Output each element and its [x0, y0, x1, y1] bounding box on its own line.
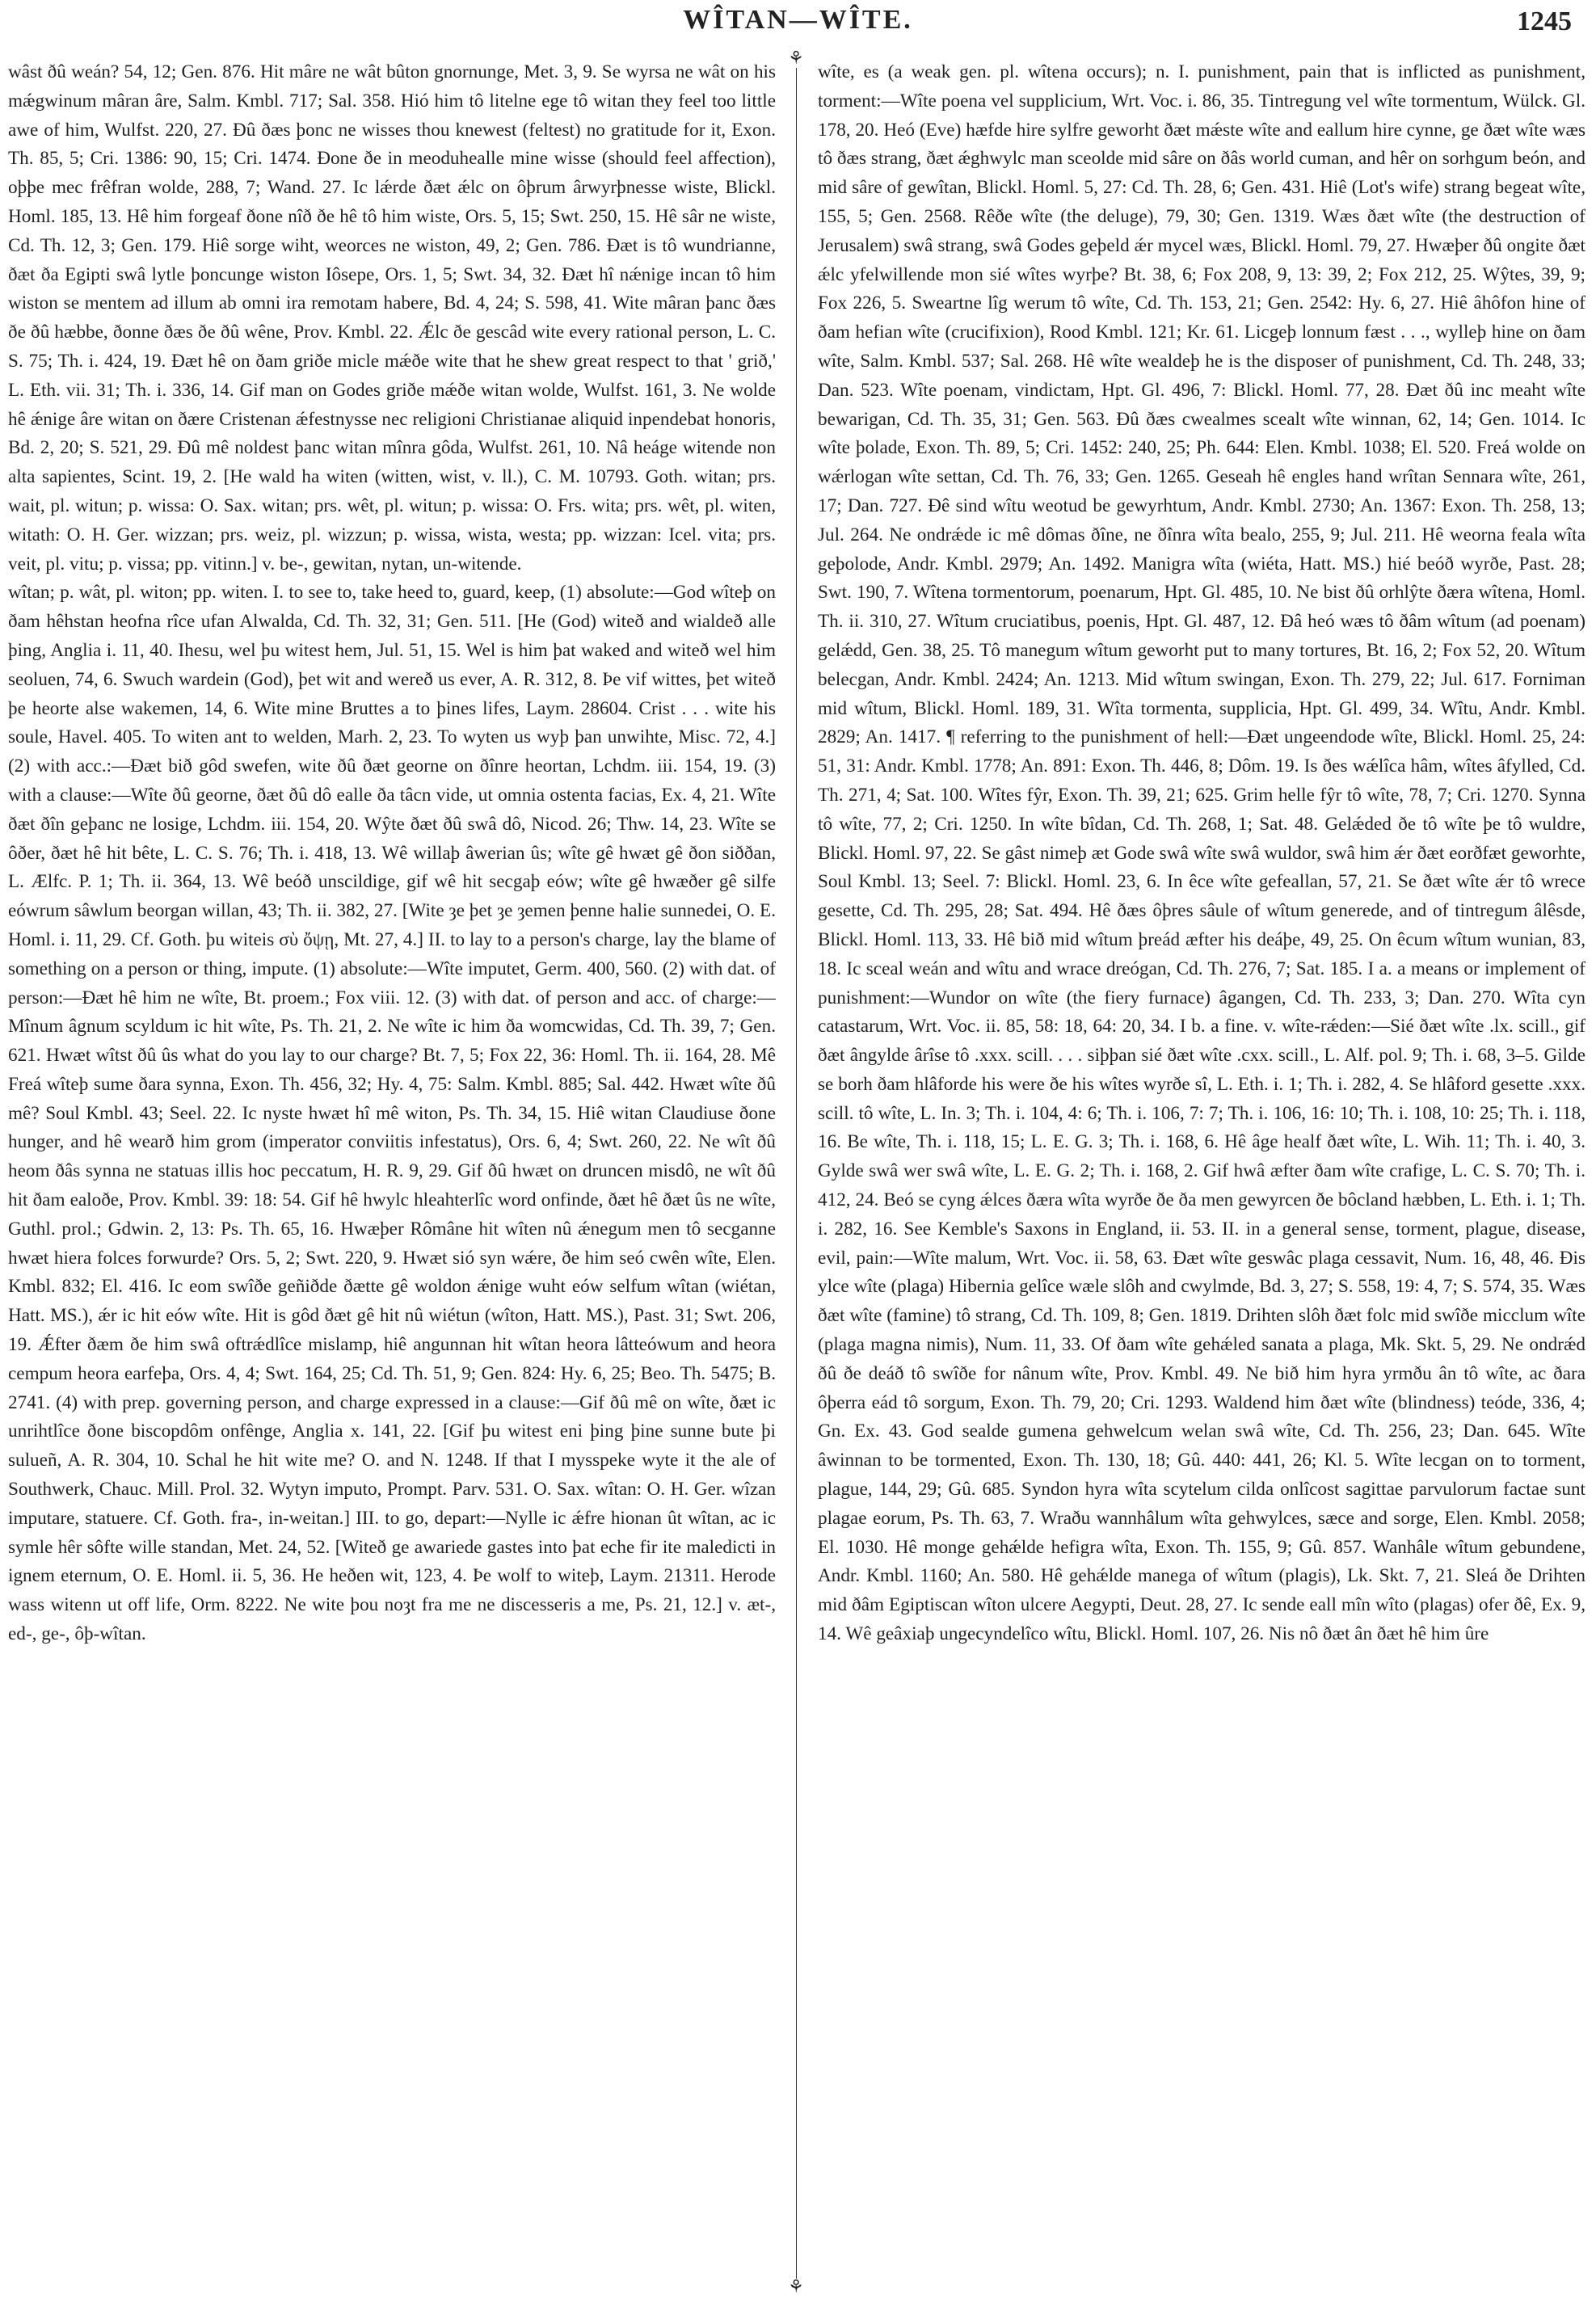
divider-ornament-top-icon: ⚘ — [786, 50, 806, 68]
page-header — [0, 0, 1596, 48]
entry-witan-to-see: wîtan; p. wât, pl. witon; pp. witen. I. to see to, take heed to, guard, keep, (1) absolute:—God wîteþ on ðam hêhstan heofna rîce ufan Alwalda, Cd. Th. 32, 31; Gen. 511. [He (God) witeð and wialdeð alle þing, Anglia i. 11, 40. Ihesu, wel þu witest hem, Jul. 51, 15. Wel is him þat waked and witeð wel him seoluen, 74, 6. Swuch wardein (God), þet wit and wereð us ever, A. R. 312, 8. Þe vif wittes, þet witeð þe heorte alse wakemen, 14, 6. Wite mine Bruttes a to þines lifes, Laym. 28604. Crist . . . wite his soule, Havel. 405. To witen ant to welden, Marh. 2, 23. To wyten us wyþ þan unwihte, Misc. 72, 4.] (2) with acc.:—Ðæt bið gôd swefen, wite ðû ðæt georne on ðînre heortan, Lchdm. iii. 154, 19. (3) with a clause:—Wîte ðû georne, ðæt ðû dô ealle ða tâcn vide, ut omnia ostenta facias, Ex. 4, 21. Wîte ðæt ðîn geþanc ne losige, Lchdm. iii. 154, 20. Wŷte ðæt ðû swâ dô, Nicod. 26; Thw. 14, 23. Wîte se ôðer, ðæt hê hit bête, L. C. S. 76; Th. i. 418, 13. Wê willaþ âwerian ûs; wîte gê hwæt gê ðon siððan, L. Ælfc. P. 1; Th. ii. 364, 13. Wê beóð unscildige, gif wê hit secgaþ eów; wîte gê hwæðer gê silfe eówrum sâwlum beorgan willan, 43; Th. ii. 382, 27. [Wite ȝe þet ȝe ȝemen þenne halie sunnedei, O. E. Homl. i. 11, 29. Cf. Goth. þu witeis σὺ ὄψῃ, Mt. 27, 4.] II. to lay to a person's charge, lay the blame of something on a person or thing, impute. (1) absolute:—Wîte imputet, Germ. 400, 560. (2) with dat. of person:—Ðæt hê him ne wîte, Bt. proem.; Fox viii. 12. (3) with dat. of person and acc. of charge:—Mînum âgnum scyldum ic hit wîte, Ps. Th. 21, 2. Ne wîte ic him ða womcwidas, Cd. Th. 39, 7; Gen. 621. Hwæt wîtst ðû ûs what do you lay to our charge? Bt. 7, 5; Fox 22, 36: Homl. Th. ii. 164, 28. Mê Freá wîteþ sume ðara synna, Exon. Th. 456, 32; Hy. 4, 75: Salm. Kmbl. 885; Sal. 442. Hwæt wîte ðû mê? Soul Kmbl. 43; Seel. 22. Ic nyste hwæt hî mê witon, Ps. Th. 34, 15. Hiê witan Claudiuse ðone hunger, and hê wearð him grom (imperator conviitis infestatus), Ors. 6, 4; Swt. 260, 22. Ne wît ðû heom ðâs synna ne statuas illis hoc peccatum, H. R. 9, 29. Gif ðû hwæt on druncen misdô, ne wît ðû hit ðam ealoðe, Prov. Kmbl. 39: 18: 54. Gif hê hwylc hleahterlîc word onfinde, ðæt hê ðæt ûs ne wîte, Guthl. prol.; Gdwin. 2, 13: Ps. Th. 65, 16. Hwæþer Rômâne hit wîten nû ǽnegum men tô secganne hwæt hiera folces forwurde? Ors. 5, 2; Swt. 220, 9. Hwæt sió syn wǽre, ðe him seó cwên wîte, Elen. Kmbl. 832; El. 416. Ic eom swîðe geñiðde ðætte gê woldon ǽnige wuht eów selfum wîtan (wiétan, Hatt. MS.), ǽr ic hit eów wîte. Hit is gôd ðæt gê hit nû wiétun (wîton, Hatt. MS.), Past. 31; Swt. 206, 19. Ǽfter ðæm ðe him swâ oftrǽdlîce mislamp, hiê angunnan hit wîtan heora lâtteówum and heora cempum heora earfeþa, Ors. 4, 4; Swt. 164, 25; Cd. Th. 51, 9; Gen. 824: Hy. 6, 25; Beo. Th. 5475; B. 2741. (4) with prep. governing person, and charge expressed in a clause:—Gif ðû mê on wîte, ðæt ic unrihtlîce ðone biscopdôm onfênge, Anglia x. 141, 22. [Gif þu witest eni þing þine sunne bute þi sulueñ, A. R. 304, 10. Schal he hit wite me? O. and N. 1248. If that I mysspeke wyte it the ale of Southwerk, Chauc. Mill. Prol. 32. Wytyn imputo, Prompt. Parv. 531. O. Sax. wîtan: O. H. Ger. wîzan imputare, statuere. Cf. Goth. fra-, in-weitan.] III. to go, depart:—Nylle ic ǽfre hionan ût wîtan, ac ic symle hêr sôfte wille standan, Met. 24, 52. [Witeð ge awariede gastes into þat eche fir ite maledicti in ignem eternum, O. E. Homl. ii. 5, 36. He heðen wit, 123, 4. Þe wolf to witeþ, Laym. 21311. Herode wass witenn ut off life, Orm. 8222. Ne wite þou noȝt fra me ne discesseris a me, Ps. 21, 12.] v. æt-, ed-, ge-, ôþ-wîtan. — [8, 582, 776, 1645]
entry-wite: wîte, es (a weak gen. pl. wîtena occurs); n. I. punishment, pain that is inflicted as punishment, torment:—Wîte poena vel supplicium, Wrt. Voc. i. 86, 35. Tintregung vel wîte tormentum, Wülck. Gl. 178, 20. Heó (Eve) hæfde hire sylfre geworht ðæt mǽste wîte and eallum hire cynne, ge ðæt wîte wæs tô ðæs strang, ðæt ǽghwylc man sceolde mid sâre on ðâs world cuman, and hêr on sorhgum beón, and mid sâre of gewîtan, Blickl. Homl. 5, 27: Cd. Th. 28, 6; Gen. 431. Hiê (Lot's wife) strang begeat wîte, 155, 5; Gen. 2568. Rêðe wîte (the deluge), 79, 30; Gen. 1319. Wæs ðæt wîte (the destruction of Jerusalem) swâ strang, swâ Godes geþeld ǽr mycel wæs, Blickl. Homl. 79, 27. Hwæþer ðû ongite ðæt ǽlc yfelwillende mon sié wîtes wyrþe? Bt. 38, 6; Fox 208, 9, 13: 39, 2; Fox 212, 25. Wŷtes, 39, 9; Fox 226, 5. Sweartne lîg werum tô wîte, Cd. Th. 153, 21; Gen. 2542: Hy. 6, 27. Hiê âhôfon hine of ðam hefian wîte (crucifixion), Rood Kmbl. 121; Kr. 61. Licgeþ lonnum fæst . . ., wylleþ hine on ðam wîte, Salm. Kmbl. 537; Sal. 268. Hê wîte wealdeþ he is the disposer of punishment, Cd. Th. 248, 33; Dan. 523. Wîte poenam, vindictam, Hpt. Gl. 496, 7: Blickl. Homl. 77, 28. Ðæt ðû inc meaht wîte bewarigan, Cd. Th. 35, 31; Gen. 563. Ðû ðæs cwealmes scealt wîte winnan, 62, 14; Gen. 1014. Ic wîte þolade, Exon. Th. 89, 5; Cri. 1452: 240, 25; Ph. 644: Elen. Kmbl. 1038; El. 520. Freá wolde on wǽrlogan wîte settan, Cd. Th. 76, 33; Gen. 1265. Geseah hê engles hand wrîtan Sennara wîte, 261, 17; Dan. 727. Ðê sind wîtu weotud be gewyrhtum, Andr. Kmbl. 2730; An. 1367: Exon. Th. 258, 13; Jul. 264. Ne ondrǽde ic mê dômas ðîne, ne ðînra wîta bealo, 255, 9; Jul. 211. Hê weorna feala wîta geþolode, Andr. Kmbl. 2979; An. 1492. Manigra wîta (wiéta, Hatt. MS.) hié beóð wyrðe, Past. 28; Swt. 190, 7. Wîtena tormentorum, poenarum, Hpt. Gl. 485, 10. Ne bist ðû orhlŷte ðæra wîtena, Homl. Th. ii. 310, 27. Wîtum cruciatibus, poenis, Hpt. Gl. 487, 12. Ðâ heó wæs tô ðâm wîtum (ad poenam) gelǽdd, Gen. 38, 25. Tô manegum wîtum geworht put to many tortures, Bt. 16, 2; Fox 52, 20. Wîtum belecgan, Andr. Kmbl. 2424; An. 1213. Mid wîtum swingan, Exon. Th. 279, 22; Jul. 617. Forniman mid wîtum, Blickl. Homl. 189, 31. Wîta tormenta, supplicia, Hpt. Gl. 499, 34. Wîtu, Andr. Kmbl. 2829; An. 1417. ¶ referring to the punishment of hell:—Ðæt ungeendode wîte, Blickl. Homl. 25, 24: 51, 31: Andr. Kmbl. 1778; An. 891: Exon. Th. 446, 8; Dôm. 19. Is ðes wǽlîca hâm, wîtes âfylled, Cd. Th. 271, 4; Sat. 100. Wîtes fŷr, Exon. Th. 39, 21; 625. Grim helle fŷr tô wîte, 78, 7; Cri. 1270. Synna tô wîte, 77, 2; Cri. 1250. In wîte bîdan, Cd. Th. 268, 1; Sat. 48. Gelǽded ðe tô wîte þe tô wuldre, Blickl. Homl. 97, 22. Se gâst nimeþ æt Gode swâ wîte swâ wuldor, swâ him ǽr ðæt eorðfæt geworhte, Soul Kmbl. 13; Seel. 7: Blickl. Homl. 23, 6. In êce wîte gefeallan, 57, 21. Se ðæt wîte ǽr tô wrece gesette, Cd. Th. 295, 28; Sat. 494. Hê ðæs ôþres sâule of wîtum generede, and of tintregum âlêsde, Blickl. Homl. 113, 33. Hê bið mid wîtum þreád æfter his deáþe, 49, 25. On êcum wîtum wunian, 83, 18. Ic sceal weán and wîtu and wrace dreógan, Cd. Th. 276, 7; Sat. 185. I a. a means or implement of punishment:—Wundor on wîte (the fiery furnace) âgangen, Cd. Th. 233, 3; Dan. 270. Wîta cyn catastarum, Wrt. Voc. ii. 85, 58: 18, 64: 20, 34. I b. a fine. v. wîte-rǽden:—Sié ðæt wîte .lx. scill., gif ðæt ângylde ârîse tô .xxx. scill. . . . siþþan sié ðæt wîte .cxx. scill., L. Alf. pol. 9; Th. i. 68, 3–5. Gilde se borh ðam hlâforde his were ðe his wîtes wyrðe sî, L. Eth. i. 1; Th. i. 282, 4. Se hlâford gesette .xxx. scill. tô wîte, L. In. 3; Th. i. 104, 4: 6; Th. i. 106, 7: 7; Th. i. 106, 16: 10; Th. i. 108, 10: 25; Th. i. 118, 16. Be wîte, Th. i. 118, 15; L. E. G. 3; Th. i. 168, 6. Hê âge healf ðæt wîte, L. Wih. 11; Th. i. 40, 3. Gylde swâ wer swâ wîte, L. E. G. 2; Th. i. 168, 2. Gif hwâ æfter ðam wîte crafige, L. C. S. 70; Th. i. 412, 24. Beó se cyng ǽlces ðæra wîta wyrðe ðe ða men gewyrcen ðe bôcland hæbben, L. Eth. i. 1; Th. i. 282, 16. See Kemble's Saxons in England, ii. 53. II. in a general sense, torment, plague, disease, evil, pain:—Wîte malum, Wrt. Voc. ii. 58, 63. Ðæt wîte geswâc plaga cessavit, Num. 16, 48, 46. Ðis ylce wîte (plaga) Hibernia gelîce wæle slôh and cwylmde, Bd. 3, 27; S. 558, 19: 4, 7; S. 574, 35. Wæs ðæt wîte (famine) tô strang, Cd. Th. 109, 8; Gen. 1819. Drihten slôh ðæt folc mid swîðe micclum wîte (plaga magna nimis), Num. 11, 33. Of ðam wîte gehǽled sanata a plaga, Mk. Skt. 5, 29. Ne ondrǽd ðû ðe deáð tô swîðe for nânum wîte, Prov. Kmbl. 49. Ne bið him hyra yrmðu ân tô wîte, ac ðara ôþerra eád tô sorgum, Exon. Th. 79, 20; Cri. 1293. Waldend him ðæt wîte (blindness) teóde, 336, 4; Gn. Ex. 43. God sealde gumena gehwelcum welan swâ wîte, Cd. Th. 256, 23; Dan. 645. Wîte âwinnan to be tormented, Exon. Th. 130, 18; Gû. 440: 441, 26; Kl. 5. Wîte lecgan on to torment, plague, 144, 29; Gû. 685. Syndon hyra wîta scytelum cilda onlîcost sagittae parvulorum factae sunt plagae eorum, Ps. Th. 63, 7. Wraðu wannhâlum wîta gehwylces, sæce and sorge, Elen. Kmbl. 2058; El. 1030. Hê monge gehǽlde hefigra wîta, Exon. Th. 155, 9; Gû. 857. Wanhâle wîtum gebundene, Andr. Kmbl. 1160; An. 580. Hê gehǽlde manega of wîtum (plagis), Lk. Skt. 7, 21. Sleá ðe Drihten mid ðâm Egiptiscan wîton ulcere Aegypti, Deut. 28, 27. Ic sende eall mîn wîto (plagas) ofer ðê, Ex. 9, 14. Wê geâxiaþ ungecyndelîco wîtu, Blickl. Homl. 107, 26. Nis nô ðæt ân ðæt hê him ûre — [818, 61, 1585, 1645]
entry-witan-continued: wâst ðû weán? 54, 12; Gen. 876. Hit mâre ne wât bûton gnornunge, Met. 3, 9. Se wyrsa ne wât on his mǽgwinum mâran âre, Salm. Kmbl. 717; Sal. 358. Hió him tô litelne ege tô witan they feel too little awe of him, Wulfst. 220, 27. Ðû ðæs þonc ne wisses thou knewest (feltest) no gratitude for it, Exon. Th. 85, 5; Cri. 1386: 90, 15; Cri. 1474. Ðone ðe in meoduhealle mine wisse (should feel affection), oþþe mec frêfran wolde, 288, 7; Wand. 27. Ic lǽrde ðæt ǽlc on ôþrum ârwyrþnesse wiste, Blickl. Homl. 185, 13. Hê him forgeaf ðone nîð ðe hê tô him wiste, Ors. 5, 15; Swt. 250, 15. Hê sâr ne wiste, Cd. Th. 12, 3; Gen. 179. Hiê sorge wiht, weorces ne wiston, 49, 2; Gen. 786. Ðæt is tô wundrianne, ðæt ða Egipti swâ lytle þoncunge wiston Iôsepe, Ors. 1, 5; Swt. 34, 32. Ðæt hî nǽnige incan tô him wiston se mentem ad illum ab omni ira remotam habere, Bd. 4, 24; S. 598, 41. Wite mâran þanc ðæs ðe ðû hæbbe, ðonne ðæs ðe ðû wêne, Prov. Kmbl. 22. Ǽlc ðe gescâd wite every rational person, L. C. S. 75; Th. i. 424, 19. Ðæt hê on ðam griðe micle mǽðe wite that he shew great respect to that ' grið,' L. Eth. vii. 31; Th. i. 336, 14. Gif man on Godes griðe mǽðe witan wolde, Wulfst. 161, 3. Ne wolde hê ǽnige âre witan on ðære Cristenan ǽfestnysse nec religioni Christianae aliquid inpendebat honoris, Bd. 2, 20; S. 521, 29. Ðû mê noldest þanc witan mînra gôda, Wulfst. 261, 10. Nâ heáge witende non alta sapientes, Scint. 19, 2. [He wald ha witen (witten, wist, v. ll.), C. M. 10793. Goth. witan; prs. wait, pl. witun; p. wissa: O. Sax. witan; prs. wêt, pl. witun; p. wissa: O. Frs. wita; prs. wêt, pl. witen, witath: O. H. Ger. wizzan; prs. weiz, pl. wizzun; p. wissa, wista, westa; pp. wizzan: Icel. vita; prs. veit, pl. vitu; p. vissa; pp. vitinn.] v. be-, gewitan, nytan, un-witende. — [8, 61, 776, 575]
left-column — [8, 58, 776, 2288]
divider-ornament-bottom-icon: ⚘ — [786, 2279, 806, 2296]
column-divider — [796, 58, 797, 2288]
running-head-title: WÎTAN—WÎTE. — [683, 5, 913, 35]
right-column — [818, 58, 1585, 2288]
page-number: 1245 — [1517, 6, 1572, 36]
